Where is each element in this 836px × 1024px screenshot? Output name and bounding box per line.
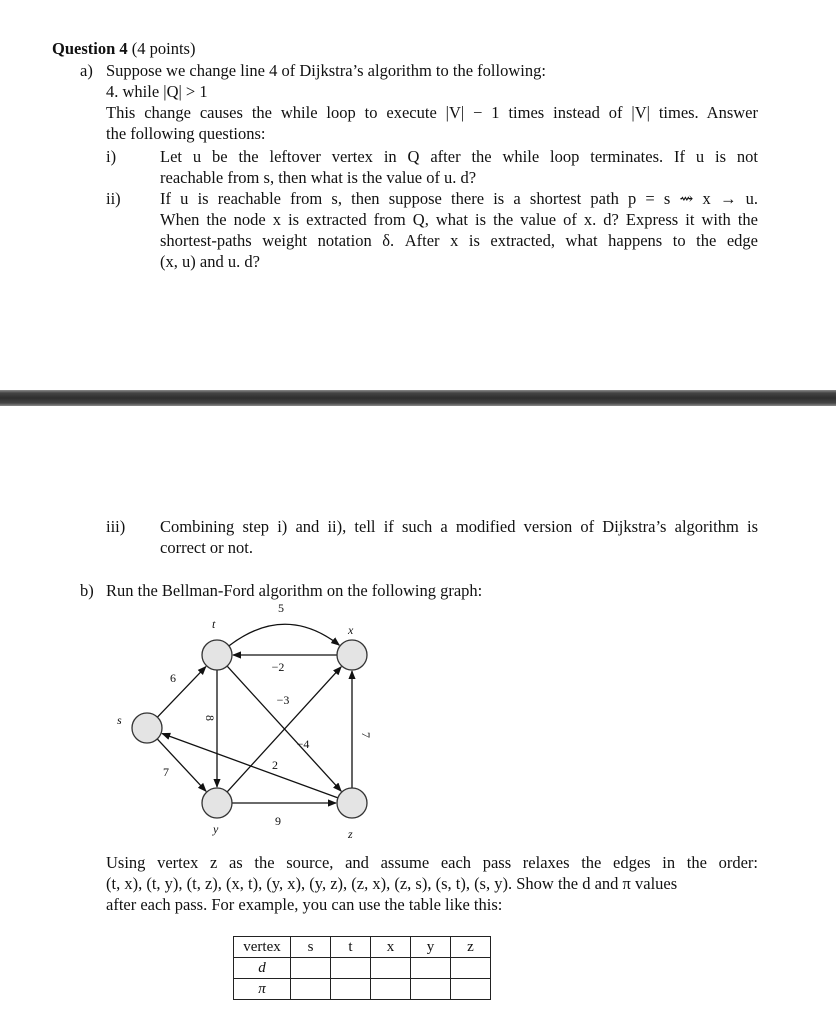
node-y xyxy=(202,788,232,818)
effect-line-1: This change causes the while loop to execute |V| − 1 times instead of |V| times. Answer xyxy=(106,103,758,122)
table-cell xyxy=(291,979,331,1000)
table-row-d xyxy=(234,958,491,979)
table-cell xyxy=(411,979,451,1000)
edge-weight-t-z: −4 xyxy=(296,737,310,751)
table-cell xyxy=(331,958,371,979)
item-iii-line-2: correct or not. xyxy=(160,538,253,557)
instructions-line-1: Using vertex z as the source, and assume each pass relaxes the edges in the order: xyxy=(106,853,758,872)
part-b-intro: Run the Bellman-Ford algorithm on the following graph: xyxy=(106,581,483,600)
header-cell-s: s xyxy=(291,937,331,958)
table-cell xyxy=(291,958,331,979)
item-iii-label: iii) xyxy=(106,517,126,536)
node-label-t: t xyxy=(212,617,216,631)
node-s xyxy=(132,713,162,743)
edge-weight-s-y: 7 xyxy=(163,765,169,779)
item-i-line-1: Let u be the leftover vertex in Q after the while loop terminates. If u is not xyxy=(160,147,758,166)
table-cell xyxy=(451,979,491,1000)
page-divider xyxy=(0,390,836,406)
header-cell-z: z xyxy=(451,937,491,958)
table-cell xyxy=(371,958,411,979)
edge-weight-t-x: 5 xyxy=(278,601,284,615)
question-header xyxy=(52,38,195,59)
example-table xyxy=(233,936,491,1000)
table-cell xyxy=(451,958,491,979)
edge-weight-z-s: 2 xyxy=(272,758,278,772)
item-ii-line-2: When the node x is extracted from Q, what is the value of x. d? Express it with the xyxy=(160,210,758,229)
item-i-line-2: reachable from s, then what is the value of u. d? xyxy=(160,168,477,187)
node-z xyxy=(337,788,367,818)
table-row-pi xyxy=(234,979,491,1000)
item-ii-line-3: shortest-paths weight notation δ. After x is extracted, what happens to the edge xyxy=(160,231,758,250)
node-x xyxy=(337,640,367,670)
edge-weight-y-z: 9 xyxy=(275,814,281,828)
effect-line-2: the following questions: xyxy=(106,124,266,143)
item-ii-line-4: (x, u) and u. d? xyxy=(160,252,260,271)
edge-weight-x-t: −2 xyxy=(271,660,285,674)
node-label-z: z xyxy=(348,827,353,841)
table-cell xyxy=(371,979,411,1000)
item-iii-line-1: Combining step i) and ii), tell if such a modified version of Dijkstra’s algorithm is xyxy=(160,517,758,536)
row-label-d: d xyxy=(234,958,291,979)
edge-weight-y-x: −3 xyxy=(276,693,290,707)
instructions-line-2: (t, x), (t, y), (t, z), (x, t), (y, x), (y, z), (z, x), (z, s), (s, t), (s, y). Show the d and π values xyxy=(106,874,678,893)
edge-t-x xyxy=(229,624,339,646)
table-cell xyxy=(331,979,371,1000)
item-i-label: i) xyxy=(106,147,117,166)
item-ii-label: ii) xyxy=(106,189,121,208)
edge-s-t xyxy=(157,667,206,718)
edge-weight-s-t: 6 xyxy=(170,671,176,685)
item-ii-line-1: If u is reachable from s, then suppose there is a shortest path p = s ⇝ x → u. xyxy=(160,189,758,208)
part-a-label: a) xyxy=(80,61,93,80)
row-label-pi: π xyxy=(234,979,291,1000)
header-cell-x: x xyxy=(371,937,411,958)
instructions-line-3: after each pass. For example, you can use the table like this: xyxy=(106,895,503,914)
node-label-y: y xyxy=(213,822,219,836)
header-cell-t: t xyxy=(331,937,371,958)
edge-weight-z-x: 7 xyxy=(359,732,373,738)
part-b-label: b) xyxy=(80,581,94,600)
edge-z-s xyxy=(162,733,338,797)
node-label-x: x xyxy=(348,623,354,637)
code-line: 4. while |Q| > 1 xyxy=(106,82,208,101)
question-points: (4 points) xyxy=(131,39,196,58)
table-cell xyxy=(411,958,451,979)
part-a-intro: Suppose we change line 4 of Dijkstra’s algorithm to the following: xyxy=(106,61,546,80)
header-cell-y: y xyxy=(411,937,451,958)
node-label-s: s xyxy=(117,713,122,727)
bellman-ford-graph xyxy=(100,598,400,843)
header-cell-vertex: vertex xyxy=(234,937,291,958)
node-t xyxy=(202,640,232,670)
table-header-row xyxy=(234,937,491,958)
edge-weight-t-y: 8 xyxy=(203,715,217,721)
question-title: Question 4 xyxy=(52,39,128,58)
